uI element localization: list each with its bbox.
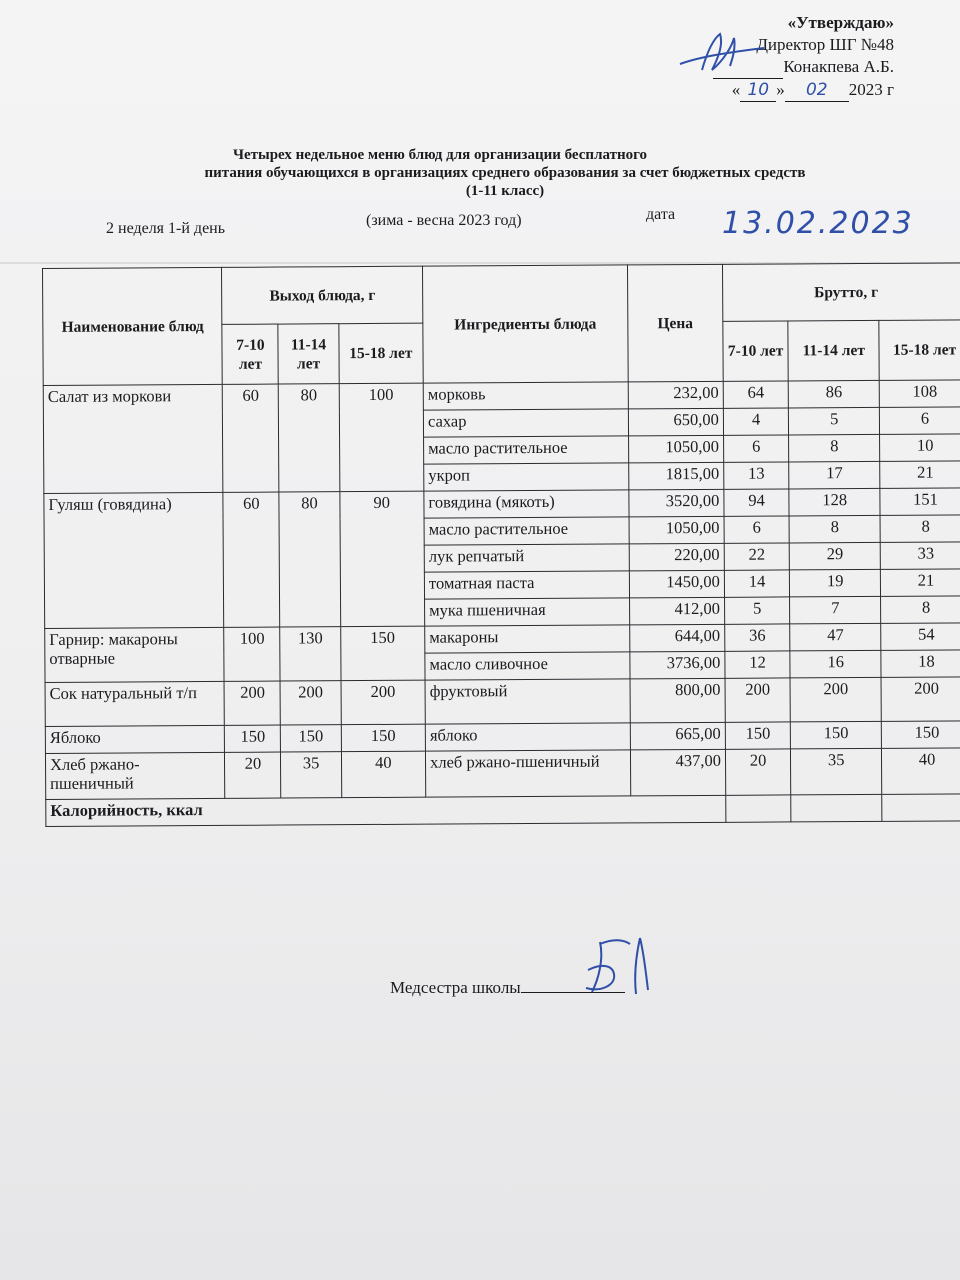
dish-name: Сок натуральный т/п [45,681,225,726]
date-quote-close: » [776,80,785,99]
ingredient-gross-2: 86 [789,380,880,408]
ingredient-price: 665,00 [630,722,725,750]
dish-yield-2: 130 [280,627,341,681]
ingredient-gross-2: 19 [790,569,881,597]
dish-yield-1: 100 [224,627,280,681]
calories-value-3 [882,794,960,822]
ingredient-price: 1815,00 [629,462,724,490]
ingredient-gross-3: 200 [881,677,960,722]
header-yield-age-2: 11-14 лет [278,324,339,384]
ingredient-name: укроп [424,463,629,491]
ingredient-gross-1: 14 [724,570,790,597]
ingredient-price: 800,00 [630,678,725,723]
ingredient-gross-2: 16 [790,650,881,678]
ingredient-gross-3: 151 [880,488,960,516]
date-day: 10 [740,79,776,102]
date-month: 02 [785,79,849,102]
ingredient-price: 412,00 [629,597,724,625]
ingredient-name: томатная паста [424,571,629,599]
ingredient-price: 644,00 [630,624,725,652]
dish-name: Хлеб ржано-пшеничный [45,752,225,799]
ingredient-gross-2: 29 [790,542,881,570]
ingredient-name: морковь [423,382,628,410]
dish-yield-1: 200 [225,681,281,725]
ingredient-gross-1: 94 [724,489,790,516]
header-yield: Выход блюда, г [222,266,423,324]
ingredient-gross-1: 5 [724,597,790,624]
ingredient-price: 220,00 [629,543,724,571]
calories-value-2 [791,794,882,822]
ingredient-gross-3: 108 [879,380,960,408]
ingredient-name: масло растительное [424,436,629,464]
calories-row [46,794,960,827]
ingredient-price: 1050,00 [628,435,723,463]
nurse-label: Медсестра школы [390,978,521,997]
ingredient-gross-1: 13 [724,462,790,489]
approval-position: Директор ШГ №48 [756,35,894,54]
header-gross: Брутто, г [722,263,960,322]
ingredient-gross-3: 21 [880,461,960,489]
ingredient-gross-3: 6 [880,407,960,435]
approval-date [713,79,894,102]
calories-label: Калорийность, ккал [46,795,726,826]
calories-value-1 [726,795,792,822]
ingredient-gross-1: 12 [725,651,791,678]
ingredient-name: макароны [425,625,630,653]
ingredient-name: лук репчатый [424,544,629,572]
ingredient-price: 232,00 [628,381,723,409]
header-dish: Наименование блюд [43,267,223,385]
approval-name: Конакпева А.Б. [783,57,894,76]
ingredient-gross-3: 33 [880,542,960,570]
dish-yield-3: 40 [341,751,426,798]
dish-yield-2: 80 [279,492,340,627]
ingredient-gross-2: 8 [789,515,880,543]
menu-heading [90,146,920,200]
ingredient-gross-1: 6 [723,435,789,462]
ingredient-gross-2: 17 [789,461,880,489]
ingredient-gross-3: 54 [881,623,960,651]
ingredient-gross-3: 40 [882,748,960,795]
dish-yield-1: 150 [225,725,281,752]
week-day: 2 неделя 1-й день [106,220,226,237]
table-row [45,677,960,727]
header-gross-age-1: 7-10 лет [723,321,789,381]
menu-table [42,262,960,827]
dish-yield-1: 20 [225,752,281,798]
ingredient-gross-1: 22 [724,543,790,570]
dish-name: Яблоко [45,725,225,753]
ingredient-gross-1: 6 [724,516,790,543]
ingredient-name: говядина (мякоть) [424,490,629,518]
header-gross-age-3: 15-18 лет [879,320,960,381]
dish-yield-2: 35 [281,752,341,798]
header-ingredients: Ингредиенты блюда [423,265,629,383]
date-label: дата [646,206,676,223]
header-price: Цена [627,264,723,382]
ingredient-gross-1: 64 [723,381,789,408]
ingredient-gross-2: 35 [791,748,882,795]
ingredient-gross-3: 150 [881,721,960,749]
ingredient-price: 3736,00 [630,651,725,679]
dish-yield-3: 150 [340,626,425,681]
header-gross-age-2: 11-14 лет [788,320,879,381]
heading-line-1: Четырех недельное меню блюд для организации бесплатного [232,147,648,163]
date-year: 2023 г [848,80,894,99]
nurse-signature [570,930,660,1000]
ingredient-gross-2: 150 [791,721,882,749]
header-yield-age-1: 7-10 лет [222,324,278,384]
ingredient-name: фруктовый [425,679,630,724]
ingredient-price: 437,00 [630,749,725,796]
dish-name: Гарнир: макароны отварные [45,627,225,682]
ingredient-name: масло сливочное [425,652,630,680]
dish-yield-3: 90 [339,491,424,627]
ingredient-gross-1: 36 [725,624,791,651]
ingredient-gross-2: 200 [790,677,881,722]
ingredient-name: мука пшеничная [425,598,630,626]
approval-title: «Утверждаю» [787,13,894,32]
ingredient-gross-1: 4 [723,408,789,435]
ingredient-price: 1450,00 [629,570,724,598]
dish-name: Салат из моркови [43,384,223,493]
dish-yield-3: 100 [339,383,424,492]
ingredient-gross-2: 128 [789,488,880,516]
header-yield-age-3: 15-18 лет [338,323,423,384]
ingredient-name: сахар [423,409,628,437]
handwritten-date: 13.02.2023 [722,206,914,241]
director-signature [672,26,772,76]
ingredient-gross-3: 18 [881,650,960,678]
ingredient-gross-2: 47 [790,623,881,651]
dish-yield-3: 200 [341,680,426,725]
dish-yield-2: 150 [281,725,341,752]
ingredient-gross-2: 7 [790,596,881,624]
ingredient-gross-1: 20 [725,749,791,795]
ingredient-name: хлеб ржано-пшеничный [426,750,631,797]
ingredient-gross-3: 21 [880,569,960,597]
dish-yield-1: 60 [223,384,280,492]
dish-yield-3: 150 [341,724,426,752]
dish-yield-2: 80 [279,384,340,492]
date-quote-open: « [731,80,741,99]
ingredient-gross-2: 8 [789,434,880,462]
ingredient-gross-3: 8 [881,596,960,624]
ingredient-gross-3: 8 [880,515,960,543]
heading-line-2: питания обучающихся в организациях среднего образования за счет бюджетных средств [204,165,806,181]
heading-line-3: (1-11 класс) [465,183,545,199]
ingredient-gross-1: 150 [725,722,791,749]
ingredient-gross-1: 200 [725,678,791,722]
ingredient-price: 1050,00 [629,516,724,544]
ingredient-gross-3: 10 [880,434,960,462]
dish-name: Гуляш (говядина) [44,492,224,628]
ingredient-name: масло растительное [424,517,629,545]
ingredient-price: 3520,00 [629,489,724,517]
dish-yield-2: 200 [280,681,340,725]
ingredient-name: яблоко [425,723,630,751]
table-row [45,748,960,800]
dish-yield-1: 60 [223,492,280,627]
ingredient-gross-2: 5 [789,407,880,435]
ingredient-price: 650,00 [628,408,723,436]
season: (зима - весна 2023 год) [366,212,522,229]
